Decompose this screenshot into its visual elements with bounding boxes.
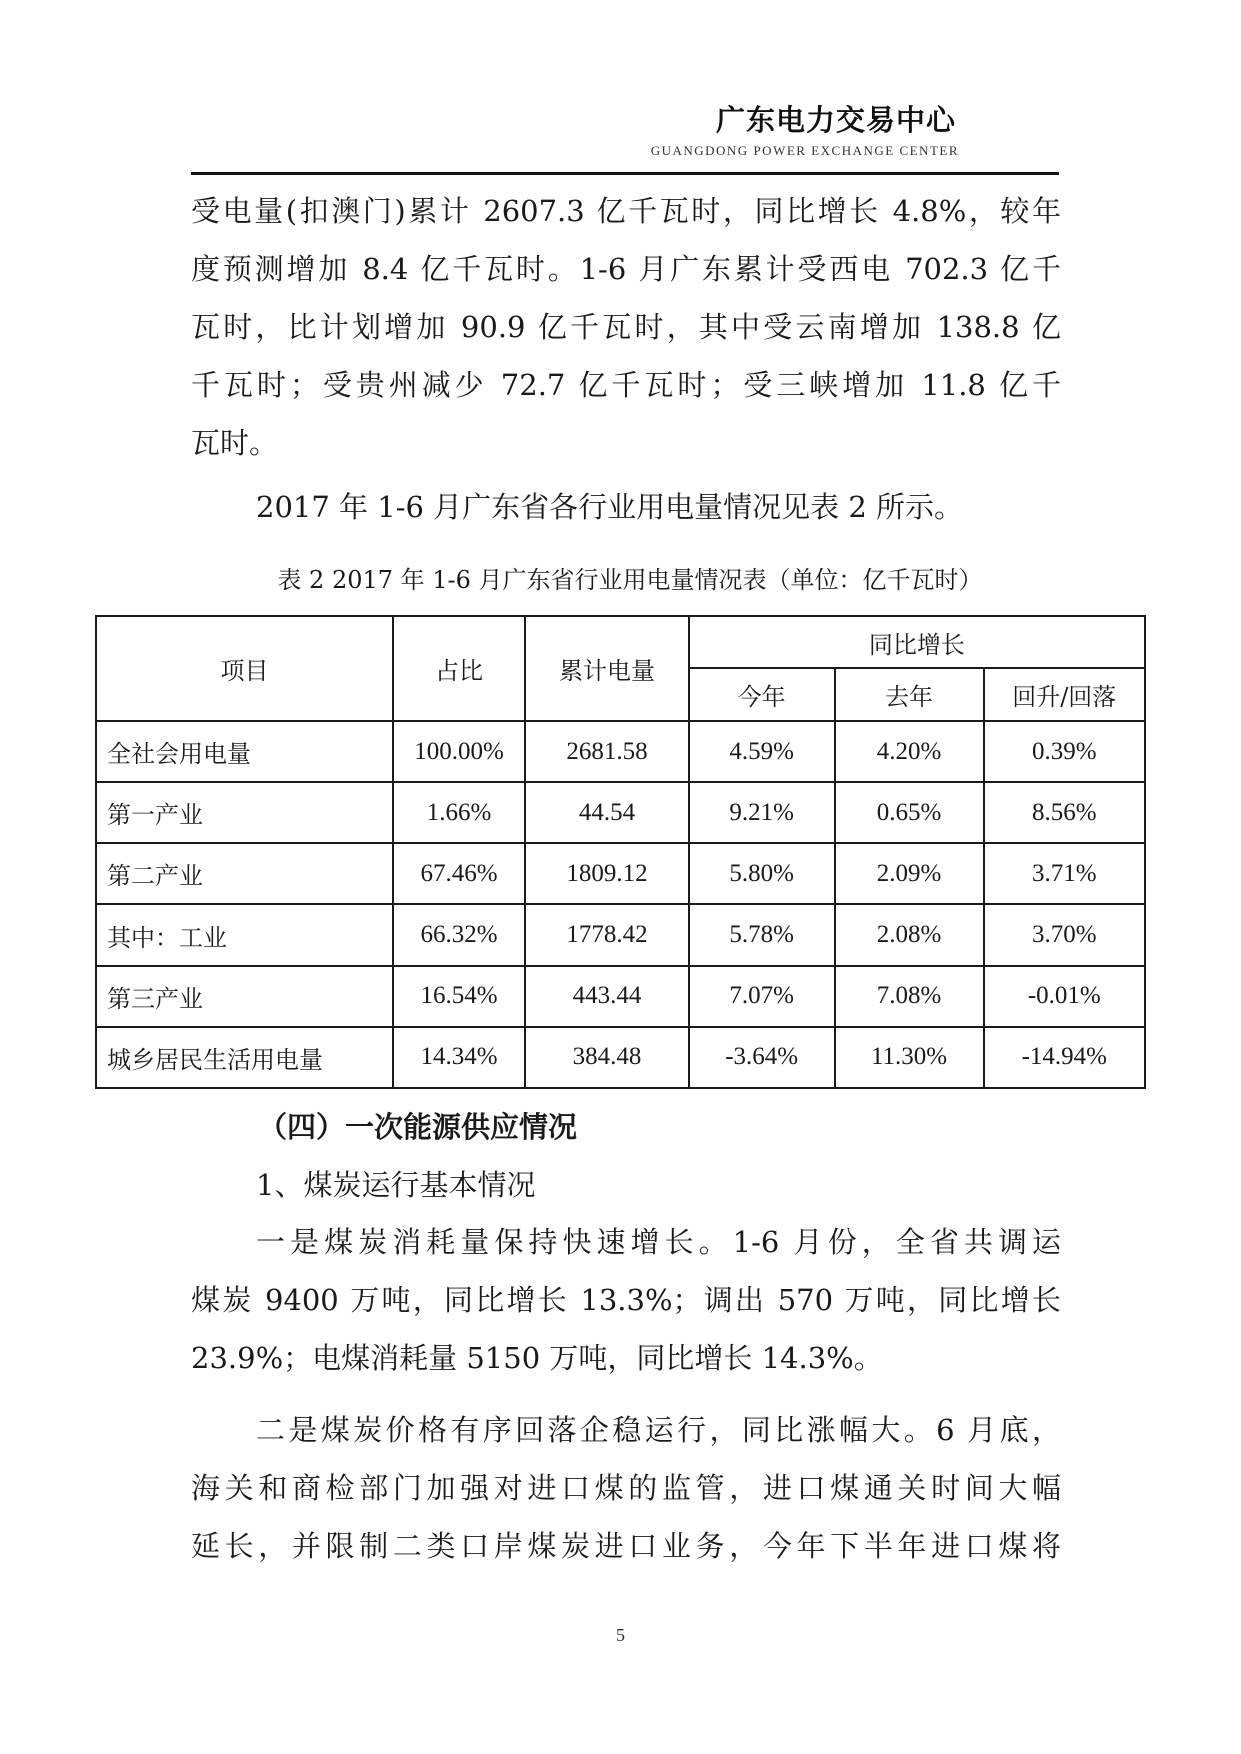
table-intro: 2017 年 1-6 月广东省各行业用电量情况见表 2 所示。: [256, 490, 964, 524]
table-caption: 表 2 2017 年 1-6 月广东省行业用电量情况表（单位：亿千瓦时）: [277, 566, 983, 594]
paragraph-line: 度预测增加 8.4 亿千瓦时。1-6 月广东累计受西电 702.3 亿千: [191, 252, 1061, 286]
header-yoy-growth: 同比增长: [689, 616, 1145, 668]
table-row: [96, 843, 1145, 904]
row-change: -0.01%: [984, 966, 1145, 1027]
row-item: 其中：工业: [96, 904, 393, 965]
org-name-english: GUANGDONG POWER EXCHANGE CENTER: [650, 143, 959, 158]
row-share: 16.54%: [393, 966, 525, 1027]
row-this-year: 9.21%: [689, 782, 835, 843]
row-last-year: 2.08%: [835, 904, 984, 965]
row-change: 0.39%: [984, 721, 1145, 782]
row-item: 城乡居民生活用电量: [96, 1027, 393, 1088]
row-change: 3.71%: [984, 843, 1145, 904]
header-change: 回升/回落: [984, 668, 1145, 721]
header-last-year: 去年: [835, 668, 984, 721]
row-last-year: 4.20%: [835, 721, 984, 782]
paragraph-line: 千瓦时；受贵州减少 72.7 亿千瓦时；受三峡增加 11.8 亿千: [191, 368, 1061, 402]
page-number: 5: [616, 1625, 625, 1645]
paragraph-line: 23.9%；电煤消耗量 5150 万吨，同比增长 14.3%。: [191, 1341, 883, 1375]
paragraph-coal-price: [191, 1401, 1061, 1575]
table-row: [96, 966, 1145, 1027]
paragraph-line: 受电量(扣澳门)累计 2607.3 亿千瓦时，同比增长 4.8%，较年: [191, 194, 1061, 228]
row-change: 3.70%: [984, 904, 1145, 965]
row-cumulative: 1778.42: [525, 904, 689, 965]
table-row: [96, 1027, 1145, 1088]
row-change: -14.94%: [984, 1027, 1145, 1088]
paragraph-coal-consumption: [191, 1213, 1061, 1387]
row-share: 66.32%: [393, 904, 525, 965]
table-row: [96, 782, 1145, 843]
row-this-year: -3.64%: [689, 1027, 835, 1088]
row-last-year: 2.09%: [835, 843, 984, 904]
paragraph-line: 延长，并限制二类口岸煤炭进口业务，今年下半年进口煤将: [191, 1529, 1061, 1563]
paragraph-line: 瓦时，比计划增加 90.9 亿千瓦时，其中受云南增加 138.8 亿: [191, 310, 1061, 344]
row-last-year: 7.08%: [835, 966, 984, 1027]
row-item: 第三产业: [96, 966, 393, 1027]
row-item: 第一产业: [96, 782, 393, 843]
table-row: [96, 721, 1145, 782]
row-this-year: 5.80%: [689, 843, 835, 904]
paragraph-line: 一是煤炭消耗量保持快速增长。1-6 月份，全省共调运: [256, 1225, 1061, 1259]
industry-electricity-table: [95, 615, 1146, 1089]
paragraph-line: 二是煤炭价格有序回落企稳运行，同比涨幅大。6 月底，: [256, 1413, 1061, 1447]
row-this-year: 5.78%: [689, 904, 835, 965]
header-rule: [191, 172, 1059, 175]
row-share: 14.34%: [393, 1027, 525, 1088]
header-this-year: 今年: [689, 668, 835, 721]
row-cumulative: 384.48: [525, 1027, 689, 1088]
row-share: 67.46%: [393, 843, 525, 904]
paragraph-power-receipt: [191, 182, 1061, 472]
org-name: 广东电力交易中心: [715, 103, 956, 137]
row-this-year: 7.07%: [689, 966, 835, 1027]
row-item: 第二产业: [96, 843, 393, 904]
row-share: 1.66%: [393, 782, 525, 843]
row-cumulative: 1809.12: [525, 843, 689, 904]
row-last-year: 0.65%: [835, 782, 984, 843]
row-cumulative: 443.44: [525, 966, 689, 1027]
row-last-year: 11.30%: [835, 1027, 984, 1088]
header-cumulative: 累计电量: [525, 616, 689, 721]
row-change: 8.56%: [984, 782, 1145, 843]
section-heading: （四）一次能源供应情况: [258, 1110, 578, 1144]
table-row: [96, 904, 1145, 965]
row-share: 100.00%: [393, 721, 525, 782]
row-item: 全社会用电量: [96, 721, 393, 782]
section-subheading: 1、煤炭运行基本情况: [256, 1168, 536, 1202]
row-cumulative: 2681.58: [525, 721, 689, 782]
row-cumulative: 44.54: [525, 782, 689, 843]
paragraph-line: 瓦时。: [191, 426, 279, 460]
row-this-year: 4.59%: [689, 721, 835, 782]
paragraph-line: 煤炭 9400 万吨，同比增长 13.3%；调出 570 万吨，同比增长: [191, 1283, 1061, 1317]
paragraph-line: 海关和商检部门加强对进口煤的监管，进口煤通关时间大幅: [191, 1471, 1061, 1505]
header-item: 项目: [96, 616, 393, 721]
header-share: 占比: [393, 616, 525, 721]
